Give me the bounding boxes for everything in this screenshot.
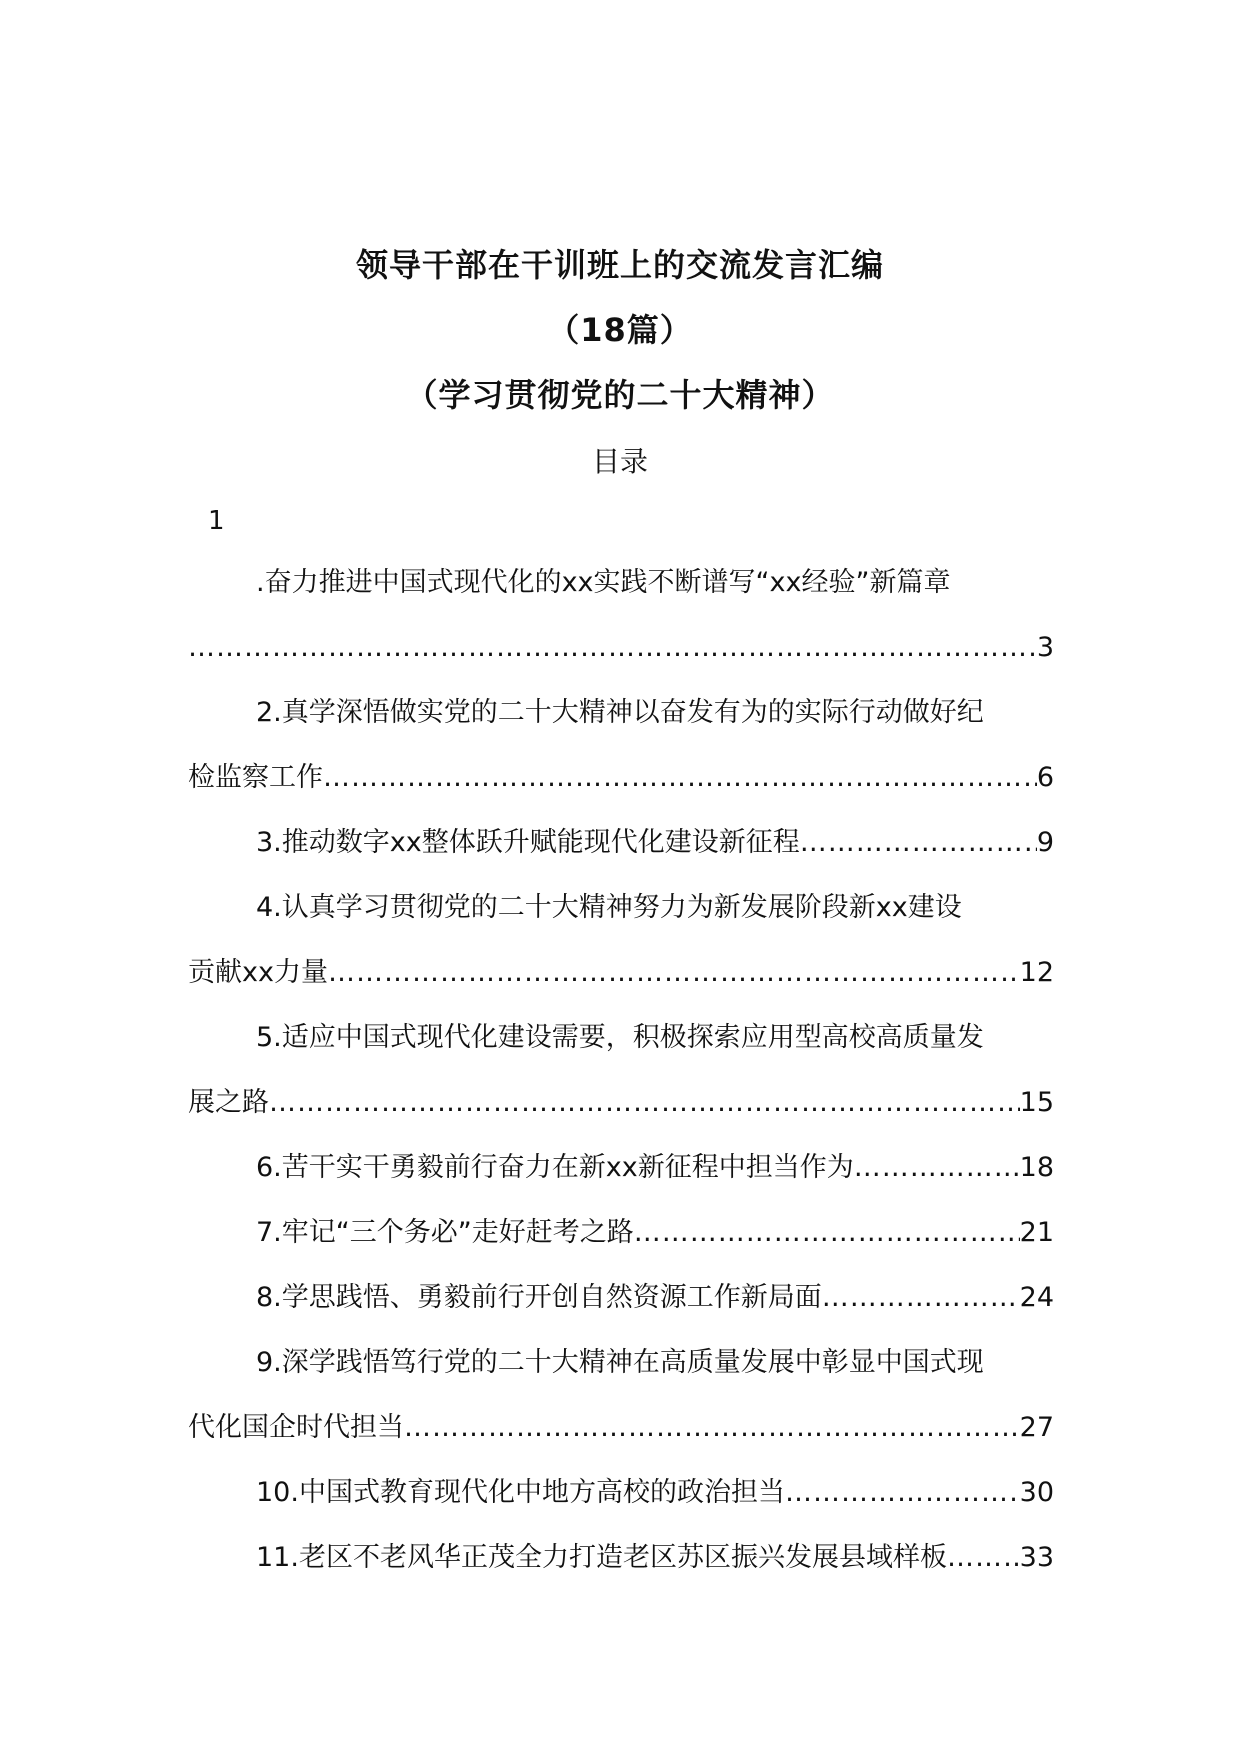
toc-entry-text: 10.中国式教育现代化中地方高校的政治担当: [256, 1477, 785, 1508]
leader-dots: [404, 1408, 1020, 1448]
toc-entry-text-cont: 展之路: [188, 1087, 269, 1118]
toc-lead-number: 1: [208, 506, 225, 536]
toc-page-number: 30: [1019, 1477, 1054, 1508]
toc-entry-9[interactable]: [188, 1343, 1054, 1383]
toc-page-number: 15: [1019, 1087, 1054, 1118]
toc-entry-text: .奋力推进中国式现代化的xx实践不断谱写“xx经验”新篇章: [256, 567, 951, 598]
toc-entry-text: 11.老区不老风华正茂全力打造老区苏区振兴发展县域样板: [256, 1542, 947, 1573]
toc-entry-9-leader[interactable]: [188, 1408, 1054, 1448]
toc-entry-7[interactable]: [188, 1213, 1054, 1253]
document-title: 领导干部在干训班上的交流发言汇编: [355, 246, 884, 284]
toc-entry-5[interactable]: [188, 1018, 1054, 1058]
toc-page-number: 9: [1036, 827, 1054, 858]
leader-dots: [800, 823, 1037, 863]
toc-entry-text: 5.适应中国式现代化建设需要，积极探索应用型高校高质量发: [256, 1022, 984, 1053]
leader-dots: [634, 1213, 1020, 1253]
toc-entry-2-leader[interactable]: [188, 758, 1054, 798]
toc-entry-2[interactable]: [188, 693, 1054, 733]
toc-entry-11[interactable]: [188, 1538, 1054, 1578]
toc-entry-text: 9.深学践悟笃行党的二十大精神在高质量发展中彰显中国式现: [256, 1347, 984, 1378]
toc-page-number: 33: [1019, 1542, 1054, 1573]
leader-dots: [188, 628, 1037, 668]
toc-entry-3[interactable]: [188, 823, 1054, 863]
toc-entry-text-cont: 贡献xx力量: [188, 957, 328, 988]
leader-dots: [323, 758, 1037, 798]
toc-page-number: 18: [1019, 1152, 1054, 1183]
toc-entry-10[interactable]: [188, 1473, 1054, 1513]
toc-entry-4[interactable]: [188, 888, 1054, 928]
toc-entry-text-cont: 检监察工作: [188, 762, 323, 793]
toc-entry-4-leader[interactable]: [188, 953, 1054, 993]
toc-entry-1-leader[interactable]: [188, 628, 1054, 668]
toc-entry-6[interactable]: [188, 1148, 1054, 1188]
leader-dots: [785, 1473, 1020, 1513]
document-subtitle-count: （18篇）: [547, 311, 693, 349]
toc-entry-text: 2.真学深悟做实党的二十大精神以奋发有为的实际行动做好纪: [256, 697, 984, 728]
leader-dots: [328, 953, 1020, 993]
toc-page-number: 27: [1019, 1412, 1054, 1443]
toc-page-number: 3: [1036, 632, 1054, 663]
toc-entry-text-cont: 代化国企时代担当: [188, 1412, 404, 1443]
toc-entry-8[interactable]: [188, 1278, 1054, 1318]
toc-entry-text: 4.认真学习贯彻党的二十大精神努力为新发展阶段新xx建设: [256, 892, 962, 923]
toc-page-number: 21: [1019, 1217, 1054, 1248]
toc-page-number: 12: [1019, 957, 1054, 988]
leader-dots: [947, 1538, 1020, 1578]
document-subtitle-theme: （学习贯彻党的二十大精神）: [405, 376, 835, 414]
toc-entry-1[interactable]: [188, 563, 1054, 603]
toc-entry-text: 6.苦干实干勇毅前行奋力在新xx新征程中担当作为: [256, 1152, 854, 1183]
toc-heading: 目录: [591, 445, 648, 478]
toc-entry-text: 7.牢记“三个务必”走好赶考之路: [256, 1217, 634, 1248]
toc-entry-5-leader[interactable]: [188, 1083, 1054, 1123]
leader-dots: [822, 1278, 1020, 1318]
toc-entry-text: 8.学思践悟、勇毅前行开创自然资源工作新局面: [256, 1282, 822, 1313]
leader-dots: [269, 1083, 1020, 1123]
toc-page-number: 6: [1036, 762, 1054, 793]
toc-entry-text: 3.推动数字xx整体跃升赋能现代化建设新征程: [256, 827, 800, 858]
leader-dots: [854, 1148, 1020, 1188]
toc-page-number: 24: [1019, 1282, 1054, 1313]
